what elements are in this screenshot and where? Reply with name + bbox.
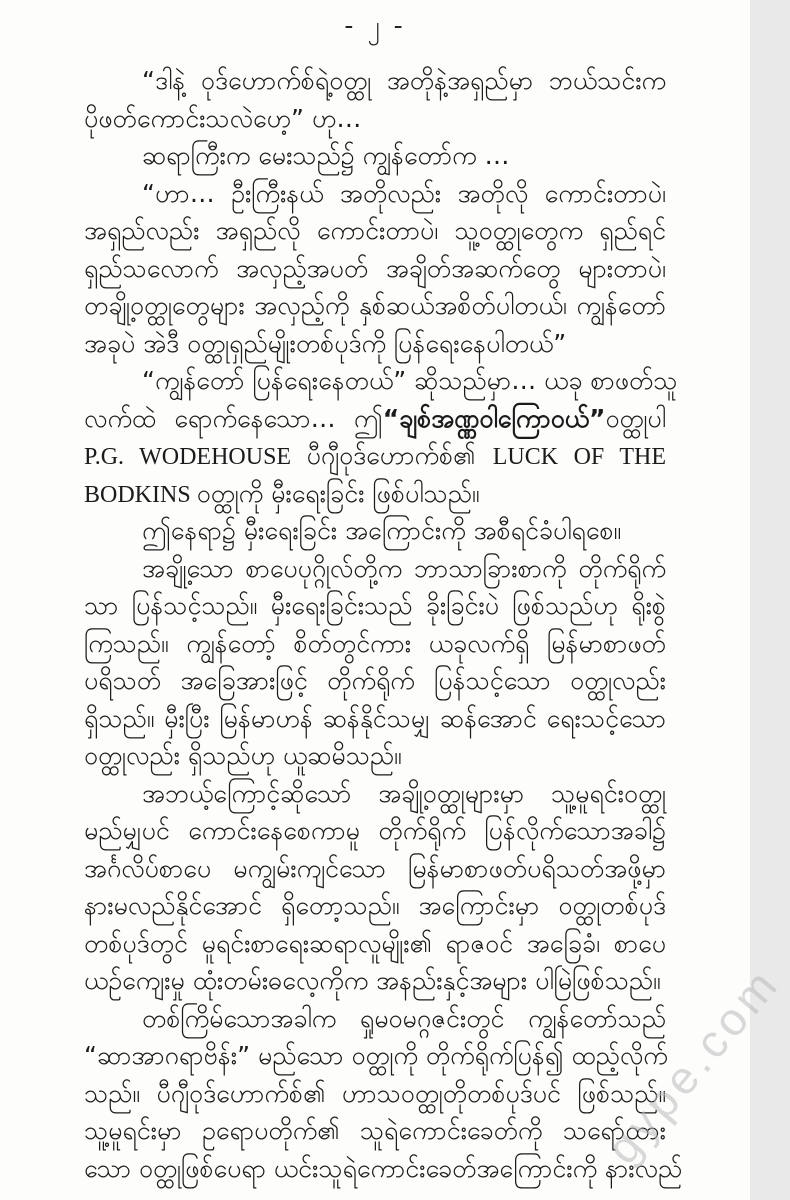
text-segment: သော ဝတ္ထုဖြစ်ပေရာ ယင်းသူရဲကောင်းခေတ်အကြောင်းကို နားလည် (84, 1153, 683, 1183)
text-segment: ပိုဖတ်ကောင်းသလဲဟေ့” ဟု… (84, 103, 362, 133)
text-line (84, 137, 666, 175)
text-line (84, 437, 666, 475)
text-segment: ဝတ္ထုကို မှီးရေးခြင်း ဖြစ်ပါသည်။ (196, 478, 480, 508)
text-line (84, 62, 666, 100)
text-line (84, 850, 666, 888)
text-line (84, 287, 666, 325)
text-segment: ကြသည်။ ကျွန်တော့် စိတ်တွင်ကား ယခုလက်ရှိ မြန်မာစာဖတ် (84, 628, 666, 658)
text-segment: ရှည်သလောက် အလှည့်အပတ် အချိတ်အဆက်တွေ များတာပဲ၊ (84, 253, 666, 283)
text-line (84, 325, 666, 363)
text-line (84, 887, 666, 925)
page-number: - ၂ - (344, 11, 406, 40)
text-segment: သာ ပြန်သင့်သည်။ မှီးရေးခြင်းသည် ခိုးခြင်းပဲ ဖြစ်သည်ဟု ရိုးစွဲ (84, 591, 666, 620)
text-line (84, 812, 666, 850)
text-line (84, 550, 666, 588)
text-segment: တစ်ပုဒ်တွင် မူရင်းစာရေးဆရာလူမျိုး၏ ရာဇဝင် အခြေခံ၊ စာပေ (84, 928, 666, 958)
text-segment: ဝတ္ထုပါ (605, 403, 666, 433)
text-line (84, 737, 666, 775)
text-segment: လက်ထဲ ရောက်နေသော… ဤ (84, 403, 383, 433)
text-segment: ရှိသည်။ မှီးပြီး မြန်မာဟန် ဆန်နိုင်သမျှ ဆန်အောင် ရေးသင့်သော (84, 703, 666, 733)
text-line (84, 1037, 666, 1075)
text-segment: မည်မျှပင် ကောင်းနေစေကာမူ တိုက်ရိုက် ပြန်လိုက်သောအခါ၌ (84, 816, 666, 845)
text-segment: “ဆာအာဂရာဗိန်း” မည်သော ဝတ္ထုကို တိုက်ရိုက်ပြန်၍ ထည့်လိုက် (84, 1041, 668, 1070)
text-line (84, 1000, 666, 1038)
text-segment: အဘယ့်ကြောင့်ဆိုသော် အချို့ဝတ္ထုများမှာ သူ့မူရင်းဝတ္ထု (142, 778, 666, 808)
text-line (84, 775, 666, 813)
text-line (84, 400, 666, 438)
text-segment: ပီဂျီဝုဒ်ဟောက်စ်၏ (306, 441, 493, 470)
text-segment: အင်္ဂလိပ်စာပေ မကျွမ်းကျင်သော မြန်မာစာဖတ်ပရိသတ်အဖို့မှာ (84, 853, 666, 883)
text-segment: ပရိသတ် အခြေအားဖြင့် တိုက်ရိုက် ပြန်သင့်သော ဝတ္ထုလည်း (84, 666, 666, 695)
latin-text-segment: P.G. WODEHOUSE (84, 444, 307, 470)
text-line (84, 175, 666, 213)
text-segment: သူ့မူရင်းမှာ ဥရောပတိုက်၏ သူရဲကောင်းခေတ်ကို သရော်ထား (84, 1116, 666, 1145)
text-segment: အခုပဲ အဲဒီ ဝတ္ထုရှည်မျိုးတစ်ပုဒ်ကို ပြန်ရေးနေပါတယ်” (84, 328, 567, 358)
text-line (84, 925, 666, 963)
text-line (84, 362, 678, 400)
text-segment: အချို့သော စာပေပုဂ္ဂိုလ်တို့က ဘာသာခြားစာကို တိုက်ရိုက် (142, 553, 666, 583)
text-line (84, 475, 666, 513)
text-segment: ယဉ်ကျေးမှု ထုံးတမ်းဓလေ့ကိုက အနည်းနှင့်အများ ပါမြဲဖြစ်သည်။ (84, 966, 661, 995)
text-segment: တစ်ကြိမ်သောအခါက ရှုမဝမဂ္ဂဇင်းတွင် ကျွန်တော်သည် (142, 1003, 666, 1033)
text-segment: တချို့ဝတ္ထုတွေများ အလှည့်ကို နှစ်ဆယ်အစိတ်ပါတယ်၊ ကျွန်တော် (84, 291, 666, 320)
book-title-highlight: “ချစ်အဏ္ဏဝါကြောဝယ်” (382, 403, 606, 433)
text-line (84, 1112, 666, 1150)
text-line (84, 250, 666, 288)
text-segment: “ဒါနဲ့ ဝုဒ်ဟောက်စ်ရဲ့ဝတ္ထု အတိုနဲ့အရှည်မှာ ဘယ်သင်းက (142, 66, 666, 95)
text-line (84, 962, 666, 1000)
text-line (84, 1075, 666, 1113)
text-segment: “ကျွန်တော် ပြန်ရေးနေတယ်” ဆိုသည်မှာ… ယခု စာဖတ်သူ (142, 366, 678, 395)
text-segment: ဆရာကြီးက မေးသည်၌ ကျွန်တော်က … (142, 141, 510, 170)
text-line (84, 212, 666, 250)
text-line (84, 1150, 683, 1188)
text-line (84, 662, 666, 700)
text-segment: “ဟာ… ဦးကြီးနယ် အတိုလည်း အတိုလို ကောင်းတာပဲ၊ (142, 178, 666, 208)
text-segment: သည်။ ပီဂျီဝုဒ်ဟောက်စ်၏ ဟာသဝတ္ထုတိုတစ်ပုဒ်ပင် ဖြစ်သည်။ (84, 1078, 666, 1108)
text-line (84, 700, 666, 738)
text-segment: ဝတ္ထုလည်း ရှိသည်ဟု ယူဆမိသည်။ (84, 741, 402, 770)
text-line (84, 100, 666, 138)
latin-text-segment: LUCK OF THE (492, 444, 666, 470)
watermark-text: gype.com (595, 956, 790, 1174)
text-line (84, 625, 666, 663)
body-text (84, 62, 683, 1187)
text-line (84, 512, 666, 550)
text-segment: နားမလည်နိုင်အောင် ရှိတော့သည်။ အကြောင်းမှာ ဝတ္ထုတစ်ပုဒ် (84, 891, 666, 920)
latin-text-segment: BODKINS (84, 481, 197, 508)
text-segment: အရှည်လည်း အရှည်လို ကောင်းတာပဲ၊ သူ့ဝတ္ထုတွေက ရှည်ရင် (84, 216, 666, 245)
text-segment: ဤနေရာ၌ မှီးရေးခြင်း အကြောင်းကို အစီရင်ခံပါရစေ။ (142, 516, 622, 545)
text-line (84, 587, 666, 625)
